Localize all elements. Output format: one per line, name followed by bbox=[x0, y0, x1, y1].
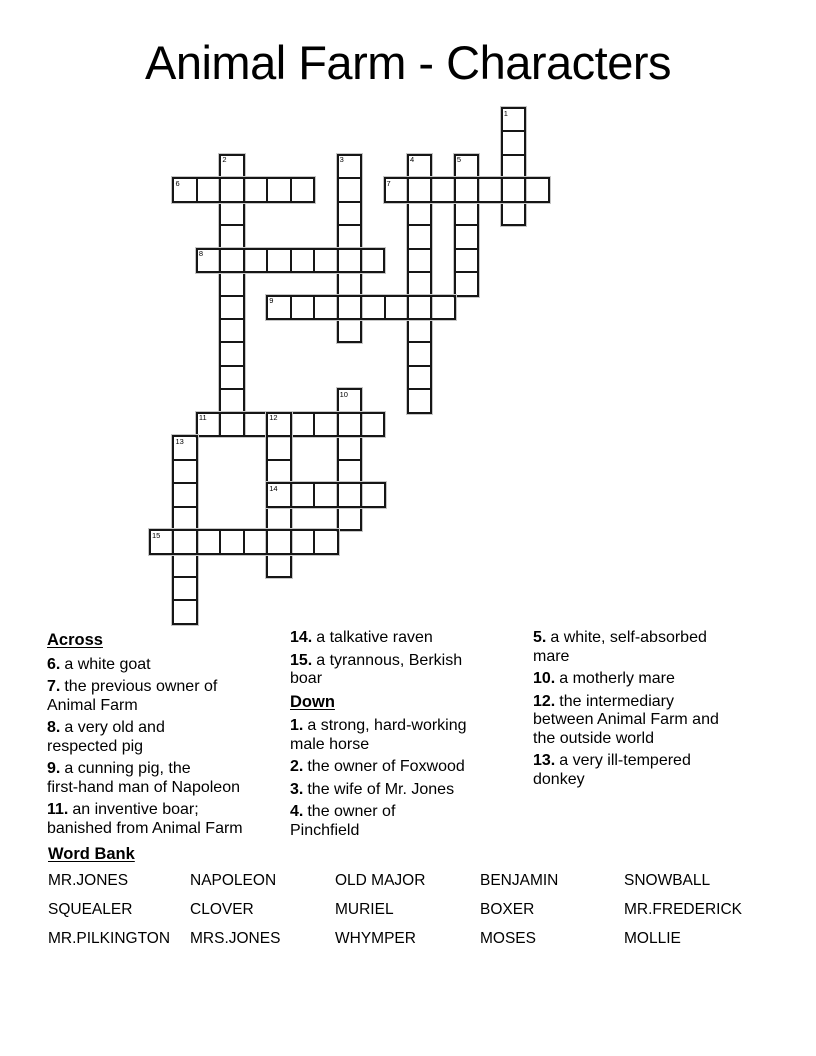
cell-divider bbox=[407, 297, 409, 318]
clue-text: a motherly mare bbox=[559, 670, 675, 687]
clue-text: a cunning pig, the first-hand man of Napoleon bbox=[47, 760, 240, 796]
clue-6 bbox=[47, 656, 285, 675]
cell-divider bbox=[337, 297, 339, 318]
clue-text: a very ill-tempered donkey bbox=[533, 752, 691, 788]
cell-number-1: 1 bbox=[503, 108, 508, 118]
cell-divider bbox=[360, 484, 362, 505]
clue-number: 13. bbox=[533, 752, 556, 769]
cell-divider bbox=[313, 297, 315, 318]
cell-divider bbox=[339, 201, 360, 203]
cell-number-5: 5 bbox=[456, 155, 462, 165]
clue-column-1 bbox=[47, 629, 285, 842]
word-bank-item: WHYMPER bbox=[335, 930, 416, 947]
cell-divider bbox=[313, 484, 315, 505]
cell-divider bbox=[196, 531, 198, 552]
cell-divider bbox=[313, 250, 315, 271]
clue-text: an inventive boar; banished from Animal Farm bbox=[47, 801, 243, 837]
cell-divider bbox=[360, 414, 362, 435]
cell-divider bbox=[196, 179, 198, 200]
cell-divider bbox=[243, 179, 245, 200]
down-slot-10 bbox=[337, 388, 362, 531]
clue-1 bbox=[290, 717, 526, 754]
clue-text: a tyrannous, Berkish boar bbox=[290, 651, 463, 687]
cell-divider bbox=[243, 531, 245, 552]
clue-header-down: Down bbox=[290, 692, 335, 711]
cell-divider bbox=[384, 297, 386, 318]
across-slot-15 bbox=[149, 529, 339, 554]
cell-number-9: 9 bbox=[269, 296, 274, 306]
cell-divider bbox=[456, 248, 477, 250]
cell-divider bbox=[174, 506, 195, 508]
cell-divider bbox=[266, 179, 268, 200]
clue-3 bbox=[290, 781, 526, 800]
cell-divider bbox=[290, 179, 292, 200]
word-bank-item: BOXER bbox=[480, 901, 535, 918]
cell-number-10: 10 bbox=[339, 389, 348, 399]
cell-divider bbox=[430, 297, 432, 318]
clue-text: a talkative raven bbox=[316, 629, 433, 646]
word-bank-item: SQUEALER bbox=[48, 901, 133, 918]
clue-9 bbox=[47, 760, 285, 797]
clue-text: the previous owner of Animal Farm bbox=[47, 678, 218, 714]
page-title: Animal Farm - Characters bbox=[145, 36, 671, 89]
cell-number-12: 12 bbox=[269, 413, 278, 423]
cell-divider bbox=[174, 576, 195, 578]
cell-divider bbox=[409, 271, 430, 273]
cell-divider bbox=[219, 250, 221, 271]
cell-divider bbox=[290, 484, 292, 505]
cell-divider bbox=[409, 388, 430, 390]
clue-number: 2. bbox=[290, 758, 304, 775]
clue-13 bbox=[533, 752, 779, 789]
cell-divider bbox=[339, 224, 360, 226]
cell-divider bbox=[360, 250, 362, 271]
clue-text: a very old and respected pig bbox=[47, 719, 165, 755]
clue-2 bbox=[290, 758, 526, 777]
clue-number: 5. bbox=[533, 629, 547, 646]
clue-14 bbox=[290, 629, 526, 648]
cell-divider bbox=[409, 248, 430, 250]
word-bank-item: MRS.JONES bbox=[190, 930, 281, 947]
clue-4 bbox=[290, 803, 526, 840]
cell-divider bbox=[454, 179, 456, 200]
clue-number: 7. bbox=[47, 678, 61, 695]
word-bank-list bbox=[48, 866, 793, 953]
cell-divider bbox=[339, 177, 360, 179]
cell-divider bbox=[503, 154, 524, 156]
clue-text: the owner of Foxwood bbox=[307, 758, 465, 775]
clue-text: a strong, hard-working male horse bbox=[290, 717, 467, 753]
cell-divider bbox=[409, 365, 430, 367]
down-slot-5 bbox=[454, 154, 479, 297]
clue-number: 12. bbox=[533, 692, 556, 710]
cell-divider bbox=[221, 341, 242, 343]
cell-divider bbox=[477, 179, 479, 200]
word-bank-item: OLD MAJOR bbox=[335, 872, 426, 889]
word-bank-item: CLOVER bbox=[190, 901, 254, 918]
word-bank-item: NAPOLEON bbox=[190, 872, 277, 889]
across-slot-14 bbox=[266, 482, 385, 507]
cell-divider bbox=[174, 599, 195, 601]
cell-divider bbox=[339, 459, 360, 461]
cell-divider bbox=[268, 435, 289, 437]
clue-number: 10. bbox=[533, 670, 556, 687]
across-slot-6 bbox=[172, 177, 315, 202]
cell-divider bbox=[221, 388, 242, 390]
cell-divider bbox=[219, 531, 221, 552]
word-bank-header: Word Bank bbox=[48, 845, 135, 863]
cell-divider bbox=[290, 531, 292, 552]
cell-divider bbox=[337, 484, 339, 505]
clue-column-3 bbox=[533, 629, 779, 793]
word-bank-item: MOSES bbox=[480, 930, 536, 947]
word-bank-item: MURIEL bbox=[335, 901, 394, 918]
cell-number-2: 2 bbox=[222, 155, 227, 165]
clue-number: 8. bbox=[47, 719, 61, 736]
cell-number-11: 11 bbox=[198, 413, 207, 423]
clue-15 bbox=[290, 652, 526, 689]
cell-divider bbox=[243, 250, 245, 271]
cell-divider bbox=[243, 414, 245, 435]
clue-7 bbox=[47, 678, 285, 715]
clue-number: 1. bbox=[290, 717, 304, 734]
clue-text: the intermediary between Animal Farm and the outside world bbox=[533, 692, 719, 747]
cell-divider bbox=[430, 179, 432, 200]
cell-divider bbox=[313, 414, 315, 435]
cell-divider bbox=[290, 297, 292, 318]
clue-number: 11. bbox=[47, 801, 69, 818]
clue-text: a white, self-absorbed mare bbox=[533, 629, 707, 665]
word-bank-item: MOLLIE bbox=[624, 930, 681, 947]
word-bank-item: BENJAMIN bbox=[480, 872, 559, 889]
word-bank-item: MR.JONES bbox=[48, 872, 129, 889]
cell-divider bbox=[268, 459, 289, 461]
clue-text: the owner of Pinchfield bbox=[290, 803, 396, 839]
cell-divider bbox=[266, 531, 268, 552]
cell-divider bbox=[313, 531, 315, 552]
cell-number-4: 4 bbox=[409, 155, 415, 165]
clue-8 bbox=[47, 719, 285, 756]
clue-number: 9. bbox=[47, 760, 61, 777]
cell-divider bbox=[290, 250, 292, 271]
clue-header-across: Across bbox=[47, 631, 103, 649]
cell-divider bbox=[174, 459, 195, 461]
down-slot-1 bbox=[501, 107, 526, 226]
cell-number-14: 14 bbox=[269, 483, 278, 493]
cell-number-7: 7 bbox=[386, 178, 391, 188]
cell-divider bbox=[266, 250, 268, 271]
cell-number-3: 3 bbox=[339, 155, 344, 165]
cell-divider bbox=[409, 341, 430, 343]
cell-divider bbox=[221, 224, 242, 226]
clue-number: 14. bbox=[290, 629, 313, 646]
clue-number: 15. bbox=[290, 651, 313, 669]
cell-divider bbox=[219, 414, 221, 435]
across-slot-9 bbox=[266, 295, 456, 320]
cell-divider bbox=[524, 179, 526, 200]
cell-divider bbox=[501, 179, 503, 200]
cell-divider bbox=[456, 224, 477, 226]
across-slot-8 bbox=[196, 248, 386, 273]
clue-10 bbox=[533, 670, 779, 689]
word-bank-item: SNOWBALL bbox=[624, 872, 711, 889]
cell-divider bbox=[503, 130, 524, 132]
cell-divider bbox=[409, 224, 430, 226]
clue-12 bbox=[533, 693, 779, 749]
cell-divider bbox=[221, 295, 242, 297]
cell-divider bbox=[221, 318, 242, 320]
clue-text: a white goat bbox=[64, 655, 151, 673]
cell-divider bbox=[337, 414, 339, 435]
cell-number-13: 13 bbox=[175, 436, 184, 446]
word-bank-item: MR.PILKINGTON bbox=[48, 930, 171, 947]
clue-5 bbox=[533, 629, 779, 666]
cell-divider bbox=[337, 250, 339, 271]
clue-number: 4. bbox=[290, 803, 304, 820]
cell-divider bbox=[456, 271, 477, 273]
cell-divider bbox=[219, 179, 221, 200]
cell-number-15: 15 bbox=[152, 530, 161, 540]
cell-divider bbox=[174, 482, 195, 484]
cell-number-6: 6 bbox=[175, 178, 180, 188]
clue-text: the wife of Mr. Jones bbox=[307, 780, 455, 798]
cell-divider bbox=[221, 365, 242, 367]
clue-number: 6. bbox=[47, 655, 61, 673]
across-slot-7 bbox=[384, 177, 550, 202]
clue-column-2 bbox=[290, 629, 526, 844]
cell-divider bbox=[172, 531, 174, 552]
cell-divider bbox=[407, 179, 409, 200]
clue-11 bbox=[47, 801, 285, 838]
cell-divider bbox=[360, 297, 362, 318]
cell-number-8: 8 bbox=[198, 249, 204, 259]
word-bank-item: MR.FREDERICK bbox=[624, 901, 742, 918]
clue-number: 3. bbox=[290, 780, 304, 798]
